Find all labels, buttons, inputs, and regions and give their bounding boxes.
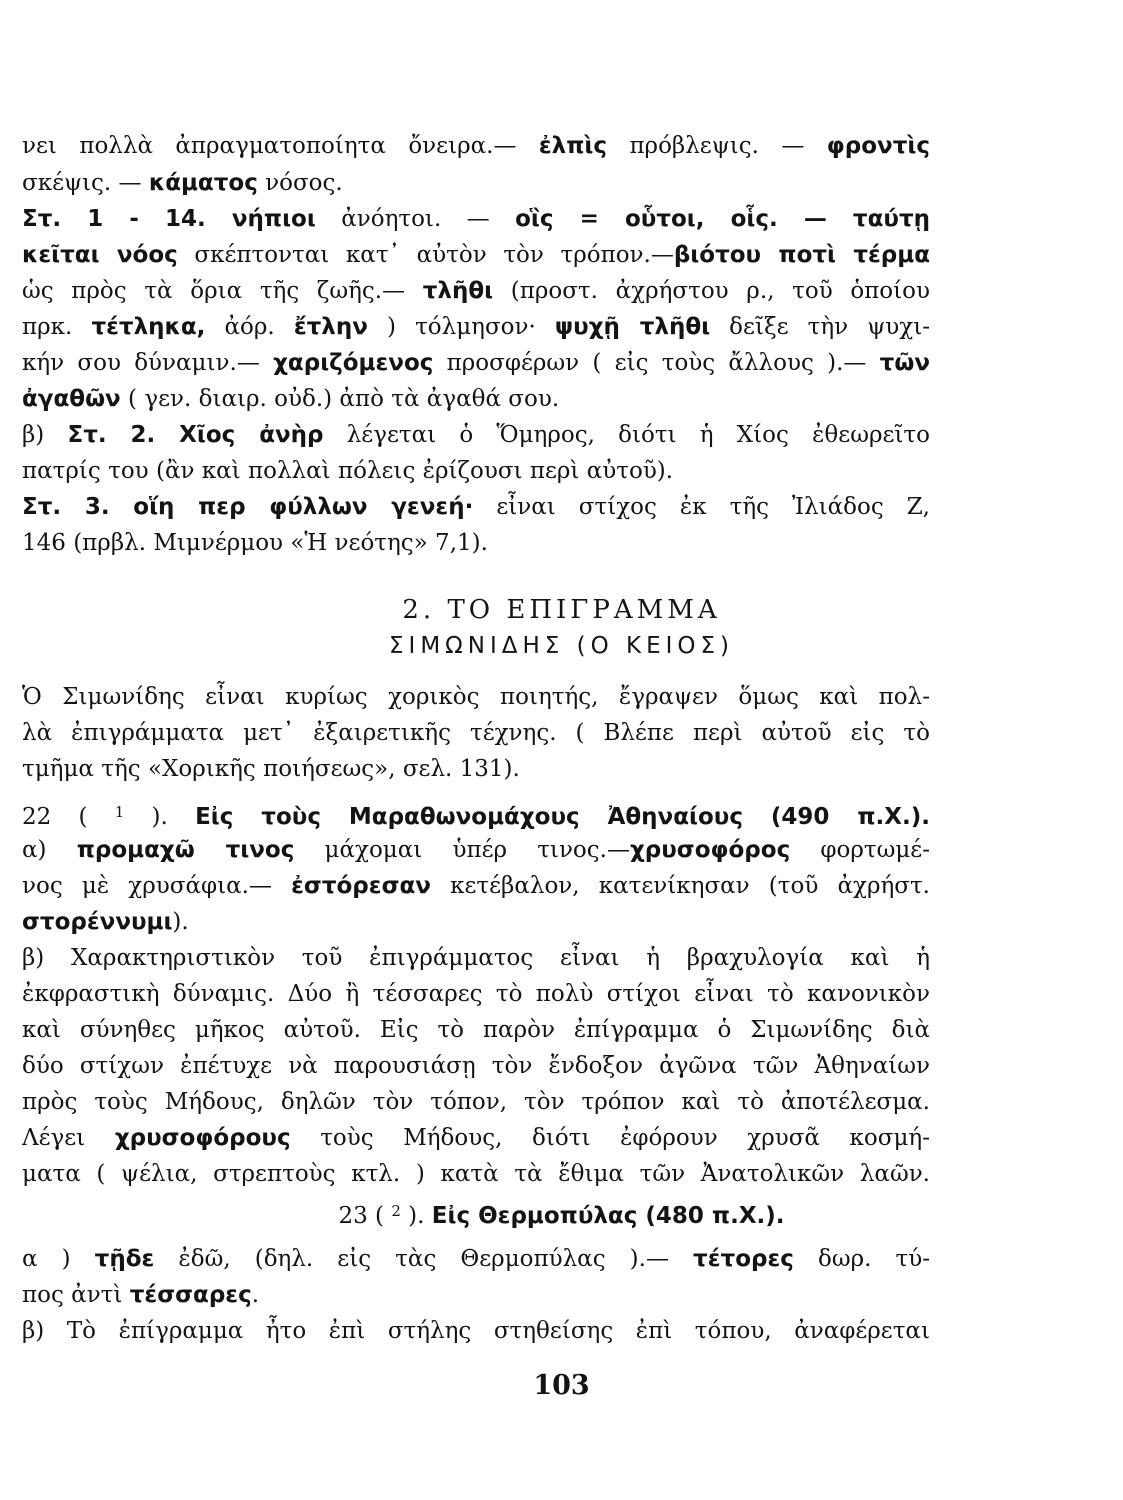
text-line: κήν σου δύναμιν.— χαριζόμενος προσφέρων ( εἰς τοὺς ἄλλους ).— τῶν — [22, 350, 930, 376]
section-subtitle: ΣΙΜΩΝΙΔΗΣ (Ο ΚΕΙΟΣ) — [389, 633, 734, 659]
text-line: καὶ σύνηθες μῆκος αὐτοῦ. Εἰς τὸ παρὸν ἐπίγραμμα ὁ Σιμωνίδης διὰ — [22, 1017, 930, 1043]
text-line: τμῆμα τῆς «Χορικῆς ποιήσεως», σελ. 131). — [22, 756, 520, 782]
epigram-heading: 22 ( $^1$ ). Εἰς τοὺς Μαραθωνομάχους Ἀθηναίους (490 π.Χ.). — [22, 803, 930, 830]
text-line: νος μὲ χρυσάφια.— ἐστόρεσαν κετέβαλον, κατενίκησαν (τοῦ ἀχρήστ. — [22, 873, 930, 899]
text-line: Λέγει χρυσοφόρους τοὺς Μήδους, διότι ἐφόρουν χρυσᾶ κοσμή- — [22, 1125, 930, 1151]
text-line: ὡς πρὸς τὰ ὅρια τῆς ζωῆς.— τλῆθι (προστ. ἀχρήστου ρ., τοῦ ὁποίου — [22, 278, 930, 304]
text-line: πος ἀντὶ τέσσαρες. — [22, 1282, 260, 1308]
text-line: Στ. 1 - 14. νήπιοι ἀνόητοι. — οἳς = οὗτοι, οἷς. — ταύτῃ — [22, 206, 930, 232]
text-line: β) Χαρακτηριστικὸν τοῦ ἐπιγράμματος εἶναι ἡ βραχυλογία καὶ ἡ — [22, 945, 930, 971]
section-title: 2. ΤΟ ΕΠΙΓΡΑΜΜΑ — [402, 595, 721, 625]
text-line: πρκ. τέτληκα, ἀόρ. ἔτλην ) τόλμησον· ψυχῇ τλῆθι δεῖξε τὴν ψυχι- — [22, 314, 930, 340]
text-line: β) Στ. 2. Χῖος ἀνὴρ λέγεται ὁ Ὅμηρος, διότι ἡ Χίος ἐθεωρεῖτο — [22, 422, 930, 448]
epigram-heading: 23 ( $^2$ ). Εἰς Θερμοπύλας (480 π.Χ.). — [338, 1202, 785, 1229]
text-line: Στ. 3. οἵη περ φύλλων γενεή· εἶναι στίχος ἐκ τῆς Ἰλιάδος Ζ, — [22, 494, 930, 520]
text-line: σκέψις. — κάματος νόσος. — [22, 170, 343, 196]
text-line: στορέννυμι). — [22, 909, 189, 935]
text-line: α ) τῇδε ἐδῶ, (δηλ. εἰς τὰς Θερμοπύλας ).— τέτορες δωρ. τύ- — [22, 1246, 930, 1272]
text-line: Ὁ Σιμωνίδης εἶναι κυρίως χορικὸς ποιητής, ἔγραψεν ὅμως καὶ πολ- — [22, 684, 930, 710]
text-line: δύο στίχων ἐπέτυχε νὰ παρουσιάσῃ τὸν ἔνδοξον ἀγῶνα τῶν Ἀθηναίων — [22, 1053, 930, 1079]
footnote-ref: 1 — [114, 803, 125, 821]
text-line: β) Τὸ ἐπίγραμμα ἦτο ἐπὶ στήλης στηθείσης ἐπὶ τόπου, ἀναφέρεται — [22, 1318, 930, 1344]
page-number: 103 — [533, 1370, 590, 1401]
text-line: πατρίς του (ἂν καὶ πολλαὶ πόλεις ἐρίζουσι περὶ αὐτοῦ). — [22, 458, 674, 484]
text-line: ἐκφραστικὴ δύναμις. Δύο ἢ τέσσαρες τὸ πολὺ στίχοι εἶναι τὸ κανονικὸν — [22, 981, 930, 1007]
footnote-ref: 2 — [391, 1202, 401, 1220]
text-line: ἀγαθῶν ( γεν. διαιρ. οὐδ.) ἀπὸ τὰ ἀγαθά σου. — [22, 386, 560, 412]
text-line: α) προμαχῶ τινος μάχομαι ὑπέρ τινος.—χρυσοφόρος φορτωμέ- — [22, 837, 930, 863]
text-line: λὰ ἐπιγράμματα μετ᾽ ἐξαιρετικῆς τέχνης. ( Βλέπε περὶ αὐτοῦ εἰς τὸ — [22, 720, 930, 746]
text-line: ματα ( ψέλια, στρεπτοὺς κτλ. ) κατὰ τὰ ἔθιμα τῶν Ἀνατολικῶν λαῶν. — [22, 1161, 930, 1187]
text-line: 146 (πρβλ. Μιμνέρμου «Ἡ νεότης» 7,1). — [22, 530, 488, 556]
text-line: πρὸς τοὺς Μήδους, δηλῶν τὸν τόπον, τὸν τρόπον καὶ τὸ ἀποτέλεσμα. — [22, 1089, 930, 1115]
text-line: νει πολλὰ ἀπραγματοποίητα ὄνειρα.— ἐλπὶς πρόβλεψις. — φροντὶς — [22, 133, 930, 159]
text-line: κεῖται νόος σκέπτονται κατ᾽ αὐτὸν τὸν τρόπον.—βιότου ποτὶ τέρμα — [22, 242, 930, 268]
